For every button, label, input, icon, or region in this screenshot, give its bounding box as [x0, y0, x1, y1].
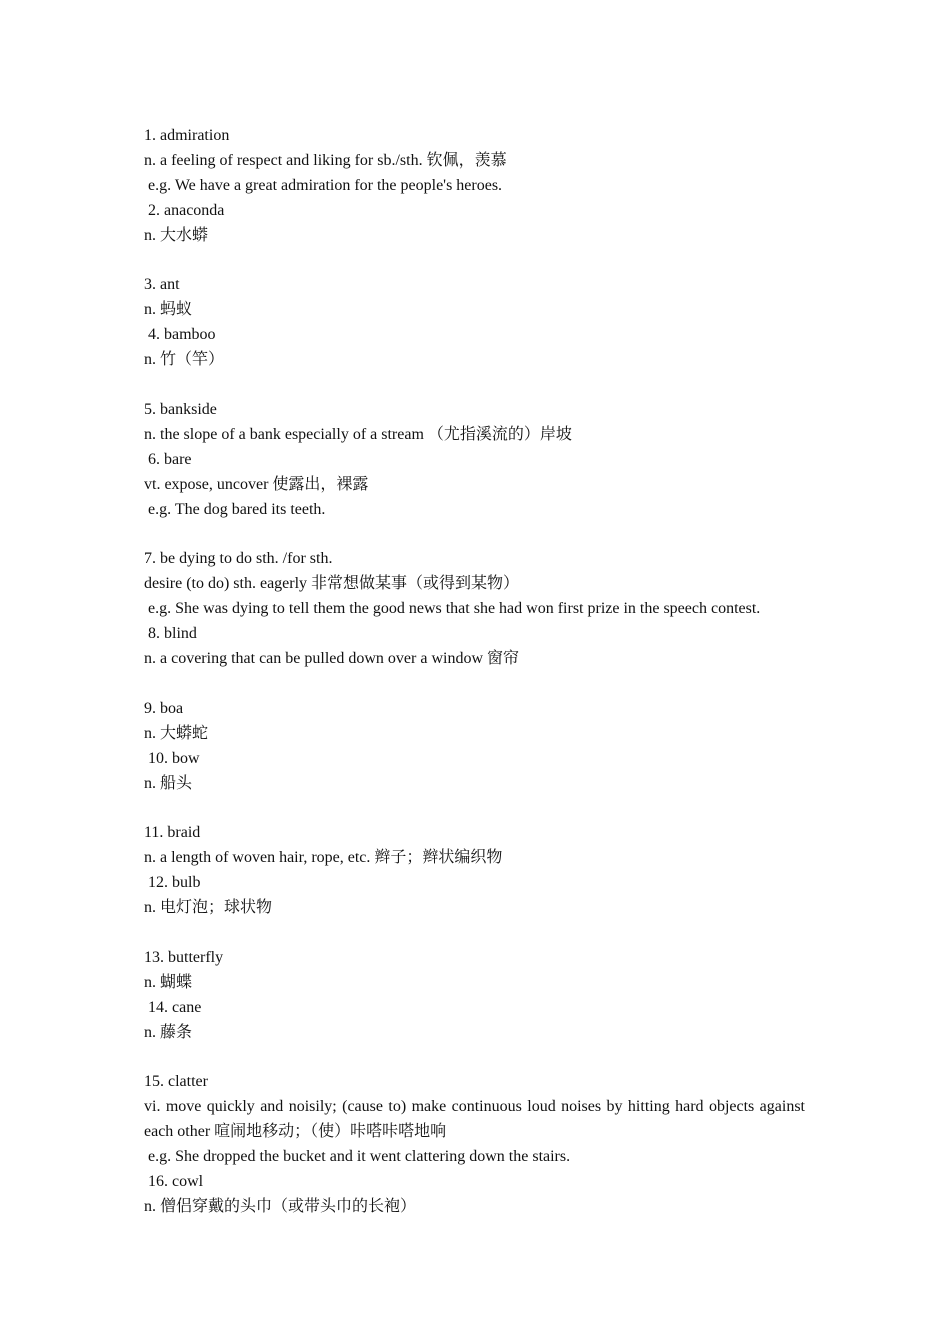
- entry-heading: 8. blind: [144, 625, 197, 643]
- entry-example: e.g. We have a great admiration for the people's heroes.: [144, 176, 503, 194]
- blank-line: [144, 672, 805, 697]
- entry-definition: n. the slope of a bank especially of a stream （尤指溪流的）岸坡: [144, 425, 572, 443]
- entry-definition: n. 竹（竿）: [144, 351, 225, 369]
- entry-definition: n. 电灯泡；球状物: [144, 899, 273, 917]
- entry-definition: n. a covering that can be pulled down over a window 窗帘: [144, 649, 520, 667]
- entry-heading: 9. boa: [144, 699, 184, 717]
- entry-definition: n. 蚂蚁: [144, 301, 193, 319]
- entry-definition: n. 大蟒蛇: [144, 724, 209, 742]
- blank-line: [144, 1045, 805, 1070]
- entry-heading: 12. bulb: [144, 874, 201, 892]
- entry-heading: 5. bankside: [144, 400, 217, 418]
- entry-heading: 13. butterfly: [144, 948, 224, 966]
- entry-heading: 2. anaconda: [144, 201, 225, 219]
- entry-heading: 14. cane: [144, 998, 202, 1016]
- document-page: [144, 124, 805, 1220]
- entry-example: e.g. She dropped the bucket and it went clattering down the stairs.: [144, 1148, 571, 1166]
- entry-heading: 16. cowl: [144, 1172, 204, 1190]
- blank-line: [144, 249, 805, 274]
- entry-heading: 6. bare: [144, 450, 192, 468]
- blank-line: [144, 796, 805, 821]
- entry-example: e.g. The dog bared its teeth.: [144, 500, 326, 518]
- entry-definition: vi. move quickly and noisily; (cause to) make continuous loud noises by hitting hard objects against each other 喧闹地移动；（使）咔嗒咔嗒地响: [144, 1098, 805, 1141]
- entry-heading: 15. clatter: [144, 1073, 208, 1091]
- entry-definition: n. 僧侣穿戴的头巾（或带头巾的长袍）: [144, 1197, 417, 1215]
- entry-definition: desire (to do) sth. eagerly 非常想做某事（或得到某物）: [144, 575, 520, 593]
- entry-definition: n. 大水蟒: [144, 226, 209, 244]
- entry-definition: n. a length of woven hair, rope, etc. 辫子；辫状编织物: [144, 849, 503, 867]
- entry-heading: 1. admiration: [144, 127, 230, 144]
- entry-definition: n. 蝴蝶: [144, 973, 193, 991]
- blank-line: [144, 373, 805, 398]
- entry-definition: vt. expose, uncover 使露出，裸露: [144, 475, 369, 493]
- entry-definition: n. 藤条: [144, 1023, 193, 1041]
- entry-definition: n. a feeling of respect and liking for sb./sth. 钦佩，羡慕: [144, 151, 507, 169]
- entry-example: e.g. She was dying to tell them the good news that she had won first prize in the speech contest.: [144, 600, 761, 618]
- entry-heading: 7. be dying to do sth. /for sth.: [144, 550, 333, 568]
- entry-heading: 11. braid: [144, 824, 201, 842]
- blank-line: [144, 921, 805, 946]
- entry-heading: 3. ant: [144, 276, 180, 294]
- entry-definition: n. 船头: [144, 774, 193, 792]
- entry-heading: 4. bamboo: [144, 326, 216, 344]
- entry-heading: 10. bow: [144, 749, 200, 767]
- blank-line: [144, 522, 805, 547]
